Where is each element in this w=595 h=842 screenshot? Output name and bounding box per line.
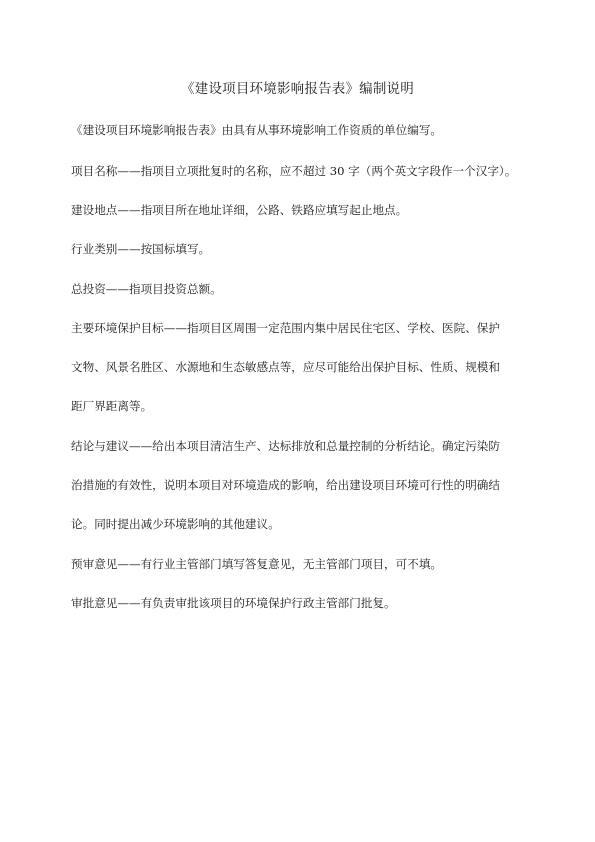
document-title: 《建设项目环境影响报告表》编制说明 <box>181 81 414 97</box>
paragraph-construction-site: 建设地点——指项目所在地址详细，公路、铁路应填写起止地点。 <box>71 203 408 217</box>
paragraph-intro: 《建设项目环境影响报告表》由具有从事环境影响工作资质的单位编写。 <box>71 123 443 137</box>
paragraph-pre-review-opinion: 预审意见——有行业主管部门填写答复意见，无主管部门项目，可不填。 <box>71 557 443 571</box>
paragraph-protection-targets-line-1: 主要环境保护目标——指项目区周围一定范围内集中居民住宅区、学校、医院、保护 <box>71 321 500 335</box>
paragraph-protection-targets-line-3: 距厂界距离等。 <box>71 399 153 413</box>
paragraph-approval-opinion: 审批意见——有负责审批该项目的环境保护行政主管部门批复。 <box>71 596 396 610</box>
paragraph-conclusion-line-2: 治措施的有效性，说明本项目对环境造成的影响，给出建设项目环境可行性的明确结 <box>71 478 500 492</box>
paragraph-industry-category: 行业类别——按国标填写。 <box>71 242 211 256</box>
paragraph-protection-targets-line-2: 文物、风景名胜区、水源地和生态敏感点等，应尽可能给出保护目标、性质、规模和 <box>71 360 500 374</box>
paragraph-total-investment: 总投资——指项目投资总额。 <box>71 282 222 296</box>
paragraph-conclusion-line-3: 论。同时提出减少环境影响的其他建议。 <box>71 517 280 531</box>
paragraph-project-name: 项目名称——指项目立项批复时的名称，应不超过 30 字（两个英文字段作一个汉字）。 <box>71 164 517 178</box>
paragraph-conclusion-line-1: 结论与建议——给出本项目清洁生产、达标排放和总量控制的分析结论。确定污染防 <box>71 439 500 453</box>
